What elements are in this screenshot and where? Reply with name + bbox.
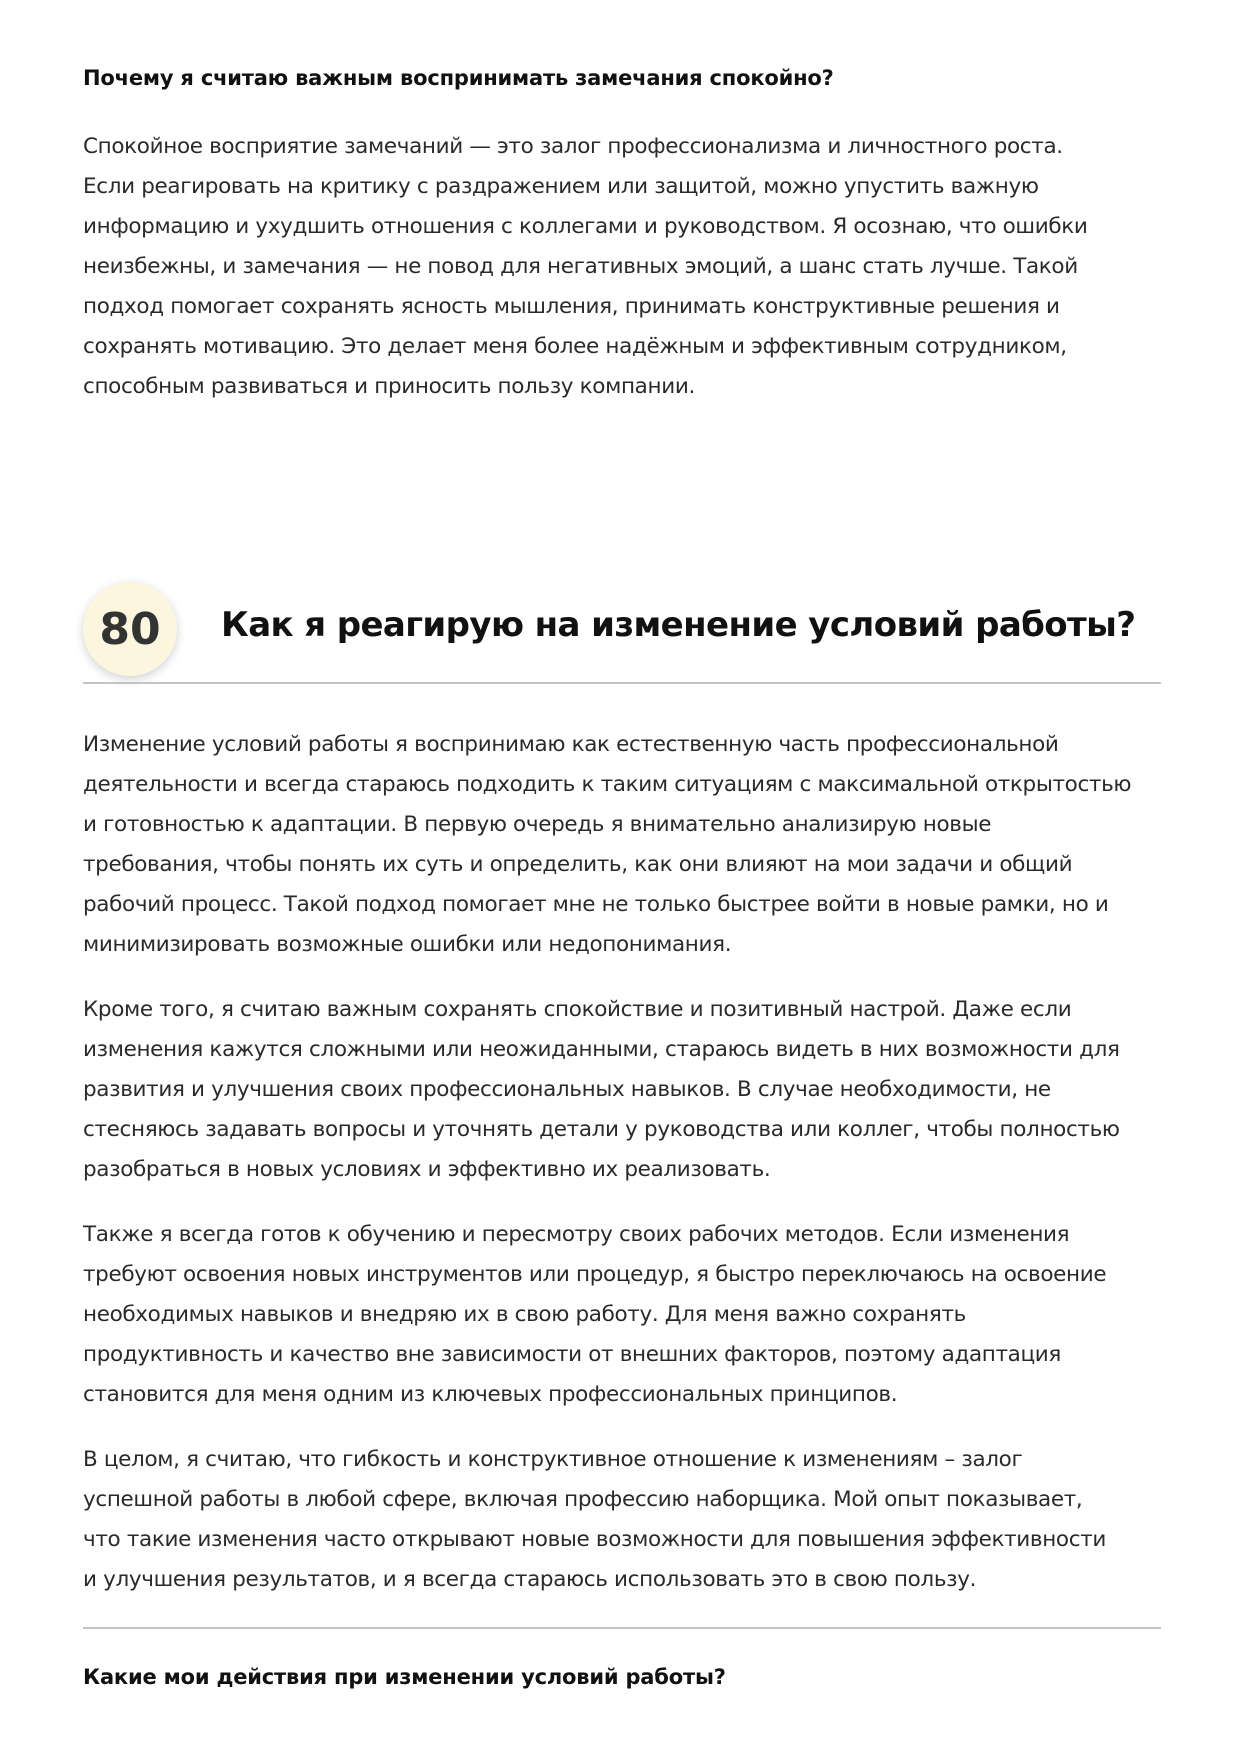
subheading-actions: Какие мои действия при изменении условий работы? <box>83 1665 726 1689</box>
answer-body <box>83 725 1161 1625</box>
text-line: продуктивность и качество вне зависимости от внешних факторов, поэтому адаптация <box>83 1342 1061 1367</box>
answer-paragraph <box>83 1440 1161 1600</box>
text-line: развития и улучшения своих профессиональных навыков. В случае необходимости, не <box>83 1077 1051 1102</box>
answer-paragraph <box>83 990 1161 1190</box>
text-line: необходимых навыков и внедряю их в свою работу. Для меня важно сохранять <box>83 1302 966 1327</box>
answer-paragraph <box>83 725 1161 965</box>
text-line: Также я всегда готов к обучению и пересмотру своих рабочих методов. Если изменения <box>83 1222 1070 1247</box>
question-number-badge: 80 <box>83 582 177 676</box>
text-line: В целом, я считаю, что гибкость и конструктивное отношение к изменениям – залог <box>83 1447 1023 1472</box>
text-line: стесняюсь задавать вопросы и уточнять детали у руководства или коллег, чтобы полностью <box>83 1117 1120 1142</box>
text-line: Спокойное восприятие замечаний — это залог профессионализма и личностного роста. <box>83 134 1063 159</box>
text-line: сохранять мотивацию. Это делает меня более надёжным и эффективным сотрудником, <box>83 334 1067 359</box>
text-line: информацию и ухудшить отношения с коллегами и руководством. Я осознаю, что ошибки <box>83 214 1088 239</box>
text-line: что такие изменения часто открывают новые возможности для повышения эффективности <box>83 1527 1107 1552</box>
text-line: минимизировать возможные ошибки или недопонимания. <box>83 932 732 957</box>
text-line: способным развиваться и приносить пользу компании. <box>83 374 695 399</box>
text-line: разобраться в новых условиях и эффективно их реализовать. <box>83 1157 771 1182</box>
subheading-calm-feedback: Почему я считаю важным воспринимать замечания спокойно? <box>83 66 834 90</box>
text-line: Кроме того, я считаю важным сохранять спокойствие и позитивный настрой. Даже если <box>83 997 1072 1022</box>
text-line: изменения кажутся сложными или неожиданными, стараюсь видеть в них возможности для <box>83 1037 1120 1062</box>
paragraph-calm-feedback <box>83 127 1161 407</box>
text-line: и готовностью к адаптации. В первую очередь я внимательно анализирую новые <box>83 812 992 837</box>
question-header <box>83 578 1161 686</box>
text-line: Изменение условий работы я воспринимаю как естественную часть профессиональной <box>83 732 1059 757</box>
answer-paragraph <box>83 1215 1161 1415</box>
divider-top <box>83 682 1161 684</box>
text-line: требования, чтобы понять их суть и определить, как они влияют на мои задачи и общий <box>83 852 1073 877</box>
text-line: и улучшения результатов, и я всегда стараюсь использовать это в свою пользу. <box>83 1567 977 1592</box>
divider-bottom <box>83 1627 1161 1629</box>
text-line: становится для меня одним из ключевых профессиональных принципов. <box>83 1382 898 1407</box>
text-line: деятельности и всегда стараюсь подходить к таким ситуациям с максимальной открытостью <box>83 772 1132 797</box>
text-line: успешной работы в любой сфере, включая профессию наборщика. Мой опыт показывает, <box>83 1487 1083 1512</box>
text-line: Если реагировать на критику с раздражением или защитой, можно упустить важную <box>83 174 1039 199</box>
text-line: неизбежны, и замечания — не повод для негативных эмоций, а шанс стать лучше. Такой <box>83 254 1078 279</box>
text-line: подход помогает сохранять ясность мышления, принимать конструктивные решения и <box>83 294 1060 319</box>
text-line: требуют освоения новых инструментов или процедур, я быстро переключаюсь на освоение <box>83 1262 1107 1287</box>
text-line: рабочий процесс. Такой подход помогает мне не только быстрее войти в новые рамки, но и <box>83 892 1109 917</box>
question-title: Как я реагирую на изменение условий работы? <box>221 605 1136 645</box>
